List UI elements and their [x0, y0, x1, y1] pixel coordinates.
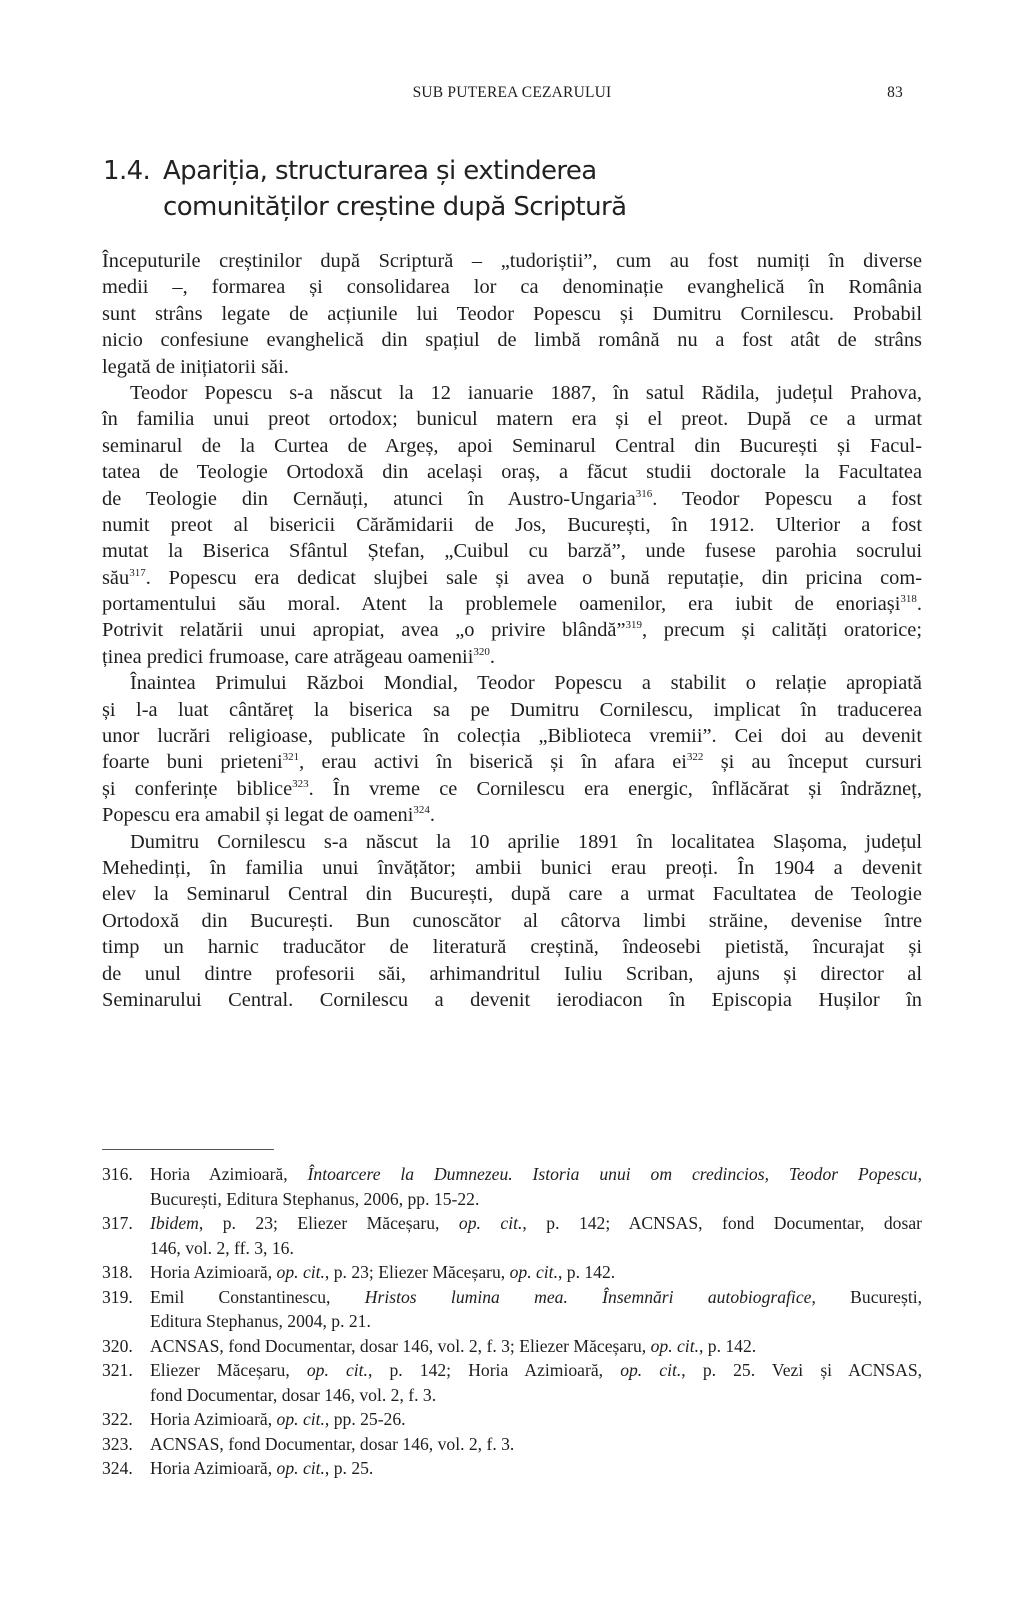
text-line: medii –, formarea și consolidarea lor ca denominație evanghelică în România	[102, 276, 922, 299]
footnote	[102, 1211, 922, 1260]
footnote-reference[interactable]: 321	[282, 751, 300, 764]
footnote-separator	[102, 1149, 274, 1150]
paragraph	[102, 670, 922, 828]
text-line: în familia unui preot ortodox; bunicul matern era și el preot. După ce a urmat	[102, 408, 922, 431]
footnotes	[102, 1162, 922, 1481]
text-line: Începuturile creștinilor după Scriptură – „tudoriștii”, cum au fost numiți în diverse	[102, 250, 922, 272]
footnote-line: Horia Azimioară, op. cit., p. 25.	[150, 1458, 374, 1478]
running-title: SUB PUTEREA CEZARULUI	[412, 84, 612, 101]
footnote-reference[interactable]: 318	[900, 593, 917, 606]
footnote-reference[interactable]: 316	[635, 487, 653, 500]
body-text	[102, 248, 922, 1013]
footnote-line: Eliezer Măceșaru, op. cit., p. 142; Horia Azimioară, op. cit., p. 25. Vezi și ACNSAS,	[150, 1360, 923, 1380]
section-number: 1.4.	[103, 156, 151, 186]
footnote	[102, 1285, 922, 1334]
footnote-line: fond Documentar, dosar 146, vol. 2, f. 3.	[150, 1384, 437, 1405]
footnote-number: 320.	[102, 1335, 133, 1356]
running-head	[0, 80, 1024, 104]
footnote-line: Ibidem, p. 23; Eliezer Măceșaru, op. cit., p. 142; ACNSAS, fond Documentar, dosar	[150, 1213, 922, 1233]
paragraph	[102, 380, 922, 670]
footnote-reference[interactable]: 319	[625, 619, 643, 632]
text-line: nicio confesiune evanghelică din spațiul de limbă română nu a fost atât de strâns	[102, 329, 922, 352]
section-title-line: comunităților creștine după Scriptură	[163, 192, 627, 222]
footnote	[102, 1407, 922, 1432]
footnote-line: Editura Stephanus, 2004, p. 21.	[150, 1311, 371, 1331]
text-line: său$^{317}$. Popescu era dedicat slujbei sale și avea o bună reputație, din pricina com-	[102, 566, 922, 589]
footnote-reference[interactable]: 323	[292, 777, 309, 790]
text-line: Potrivit relatării unui apropiat, avea „o privire blândă”$^{319}$, precum și calități oratorice;	[102, 619, 923, 642]
text-line: de unul dintre profesorii săi, arhimandritul Iuliu Scriban, ajuns și director al	[102, 962, 922, 985]
paragraph	[102, 829, 922, 1014]
footnote	[102, 1456, 922, 1481]
footnote-line: ACNSAS, fond Documentar, dosar 146, vol. 2, f. 3.	[150, 1433, 515, 1454]
footnote-number: 316.	[102, 1164, 133, 1184]
text-line: și l-a luat cântăreț la biserica sa pe Dumitru Cornilescu, implicat în traducerea	[102, 698, 922, 721]
section-title	[163, 153, 863, 225]
paragraph	[102, 248, 922, 380]
text-line: sunt strâns legate de acțiunile lui Teodor Popescu și Dumitru Cornilescu. Probabil	[102, 302, 922, 325]
text-line: Mehedinți, în familia unui învățător; ambii bunici erau preoți. În 1904 a devenit	[102, 856, 922, 879]
footnote-number: 319.	[102, 1286, 133, 1307]
section-title-line: Apariția, structurarea și extinderea	[163, 156, 597, 186]
page-number: 83	[887, 84, 903, 101]
text-line: Popescu era amabil și legat de oameni$^{324}$.	[102, 804, 436, 827]
footnote	[102, 1260, 922, 1285]
text-line: mutat la Biserica Sfântul Ștefan, „Cuibul cu barză”, unde fusese parohia socrului	[102, 540, 922, 563]
text-line: legată de inițiatorii săi.	[102, 355, 289, 378]
footnote-reference[interactable]: 317	[129, 566, 146, 579]
text-line: ținea predici frumoase, care atrăgeau oamenii$^{320}$.	[102, 645, 495, 668]
footnote-number: 321.	[102, 1360, 133, 1380]
text-line: tatea de Teologie Ortodoxă din același oraș, a făcut studii doctorale la Facultatea	[102, 461, 922, 484]
text-line: numit preot al bisericii Cărămidarii de Jos, București, în 1912. Ulterior a fost	[102, 513, 922, 536]
footnote-number: 324.	[102, 1458, 133, 1478]
footnote-line: ACNSAS, fond Documentar, dosar 146, vol. 2, f. 3; Eliezer Măceșaru, op. cit., p. 142.	[150, 1335, 757, 1356]
footnote	[102, 1432, 922, 1457]
text-line: Înaintea Primului Război Mondial, Teodor Popescu a stabilit o relație apropiată	[130, 672, 922, 695]
footnote	[102, 1162, 922, 1211]
text-line: portamentului său moral. Atent la problemele oamenilor, era iubit de enoriași$^{318}$.	[102, 593, 922, 616]
text-line: Teodor Popescu s-a născut la 12 ianuarie 1887, în satul Rădila, județul Prahova,	[130, 381, 922, 404]
footnote-reference[interactable]: 320	[473, 645, 490, 658]
text-line: foarte buni prieteni$^{321}$, erau activi în biserică și în afara $ei^{322}$ și au început cursuri	[102, 751, 922, 774]
text-line: Seminarului Central. Cornilescu a devenit ierodiacon în Episcopia Hușilor în	[102, 988, 922, 1011]
footnote-number: 323.	[102, 1433, 133, 1454]
text-line: Ortodoxă din București. Bun cunoscător al câtorva limbi străine, devenise între	[102, 909, 922, 932]
footnote-line: Horia Azimioară, op. cit., p. 23; Eliezer Măceșaru, op. cit., p. 142.	[150, 1262, 616, 1282]
footnote-line: București, Editura Stephanus, 2006, pp. 15-22.	[150, 1188, 480, 1209]
text-line: și conferințe biblice$^{323}$. În vreme ce Cornilescu era energic, înflăcărat și îndrăzneț,	[102, 777, 922, 800]
footnote-line: 146, vol. 2, ff. 3, 16.	[150, 1237, 294, 1258]
footnote	[102, 1334, 922, 1359]
footnote-line: Horia Azimioară, Întoarcere la Dumnezeu. Istoria unui om credincios, Teodor Popescu,	[150, 1164, 922, 1184]
footnote-number: 322.	[102, 1409, 133, 1429]
text-line: timp un harnic traducător de literatură creștină, îndeosebi pietistă, încurajat și	[102, 936, 922, 959]
text-line: Dumitru Cornilescu s-a născut la 10 aprilie 1891 în localitatea Slașoma, județul	[130, 830, 922, 853]
footnote-number: 318.	[102, 1262, 133, 1282]
footnote	[102, 1358, 922, 1407]
text-line: unor lucrări religioase, publicate în colecția „Biblioteca vremii”. Cei doi au devenit	[102, 725, 922, 748]
text-line: de Teologie din Cernăuți, atunci în Austro-Ungaria$^{316}$. Teodor Popescu a fost	[102, 487, 922, 510]
footnote-reference[interactable]: 322	[686, 751, 704, 764]
footnote-number: 317.	[102, 1213, 133, 1233]
text-line: seminarul de la Curtea de Argeș, apoi Seminarul Central din București și Facul-	[102, 434, 922, 457]
text-line: elev la Seminarul Central din București, după care a urmat Facultatea de Teologie	[102, 883, 922, 906]
footnote-line: Emil Constantinescu, Hristos lumina mea. Însemnări autobiografice, București,	[150, 1286, 923, 1307]
footnote-line: Horia Azimioară, op. cit., pp. 25-26.	[150, 1409, 406, 1429]
footnote-reference[interactable]: 324	[413, 804, 430, 817]
